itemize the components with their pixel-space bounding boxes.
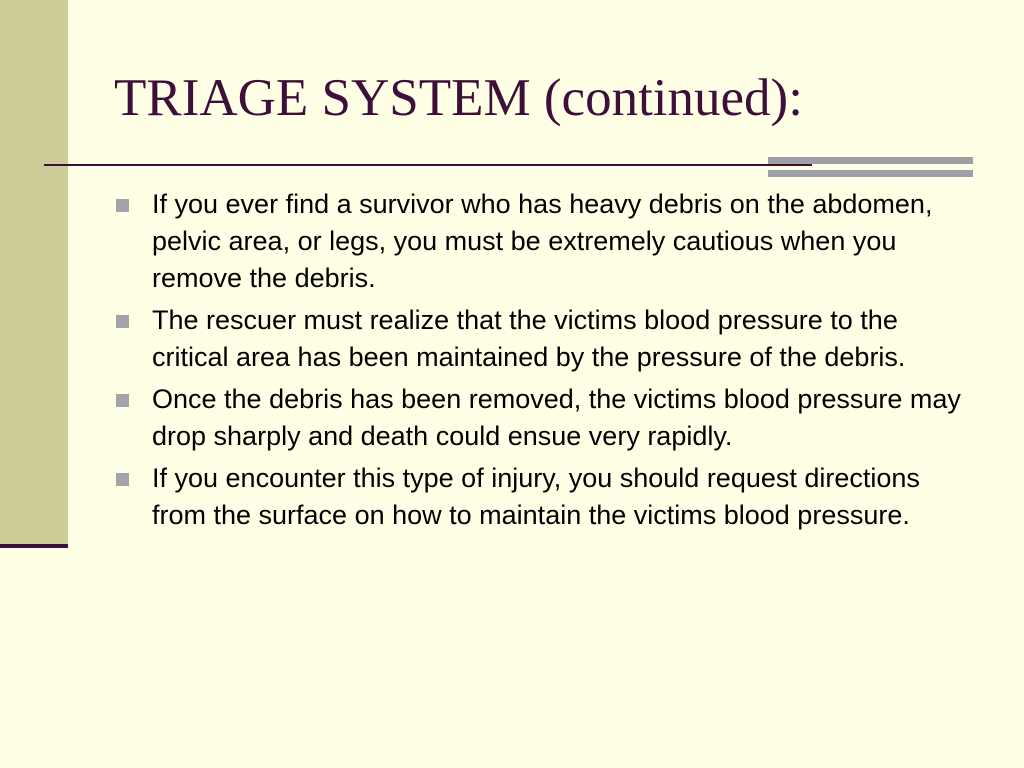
left-accent-line [0,544,68,548]
square-bullet-icon [116,315,129,328]
decorative-bar-bottom [768,170,973,177]
bullet-item [116,302,976,376]
bullet-list [116,186,976,539]
square-bullet-icon [116,199,129,212]
square-bullet-icon [116,394,129,407]
bullet-item [116,460,976,534]
slide-title: TRIAGE SYSTEM (continued): [114,69,803,127]
bullet-item [116,186,976,297]
bullet-item [116,381,976,455]
square-bullet-icon [116,473,129,486]
title-divider [44,164,812,166]
decorative-bar-top [768,157,973,164]
bullet-text: Once the debris has been removed, the victims blood pressure may drop sharply and death could ensue very rapidly. [152,384,961,451]
bullet-text: If you encounter this type of injury, you should request directions from the surface on how to maintain the victims blood pressure. [152,463,920,530]
left-decorative-band [0,0,68,546]
bullet-text: If you ever find a survivor who has heavy debris on the abdomen, pelvic area, or legs, you must be extremely cautious when you remove the debris. [152,189,933,293]
bullet-text: The rescuer must realize that the victims blood pressure to the critical area has been maintained by the pressure of the debris. [152,305,906,372]
